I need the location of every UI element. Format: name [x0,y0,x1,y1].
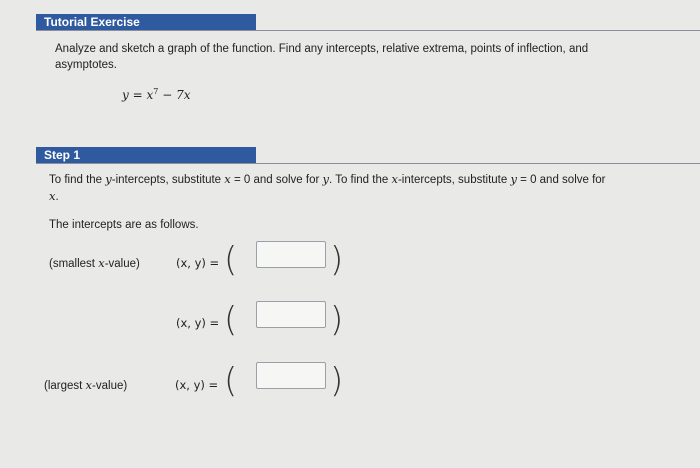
tutorial-exercise-header: Tutorial Exercise [36,14,256,31]
right-paren: ) [330,240,344,280]
step-1-header-rule [36,163,700,164]
left-paren: ( [224,361,238,401]
instructions-text: Analyze and sketch a graph of the function. Find any intercepts, relative extrema, points of inflection, and asymptotes. [55,43,589,71]
xy-equals-label: (x, y) = [176,256,220,270]
right-paren: ) [330,300,344,340]
step-1-instructions: To find the y-intercepts, substitute x = 0 and solve for y. To find the x-intercepts, substitute y = 0 and solve for x. [49,172,606,203]
left-paren: ( [224,240,238,280]
intercept-answer-input-1[interactable] [256,241,326,268]
smallest-x-value-label: (smallest x-value) [49,256,140,270]
intercept-answer-input-3[interactable] [256,362,326,389]
intercepts-intro: The intercepts are as follows. [49,219,199,231]
function-equation: $y = x^7 - 7x$ [122,87,191,102]
left-paren: ( [224,300,238,340]
largest-x-value-label: (largest x-value) [44,378,128,392]
step-1-header: Step 1 [36,147,256,164]
right-paren: ) [330,361,344,401]
xy-equals-label: (x, y) = [175,378,219,392]
tutorial-header-rule [36,30,700,31]
intercept-answer-input-2[interactable] [256,301,326,328]
xy-equals-label: (x, y) = [176,316,220,330]
